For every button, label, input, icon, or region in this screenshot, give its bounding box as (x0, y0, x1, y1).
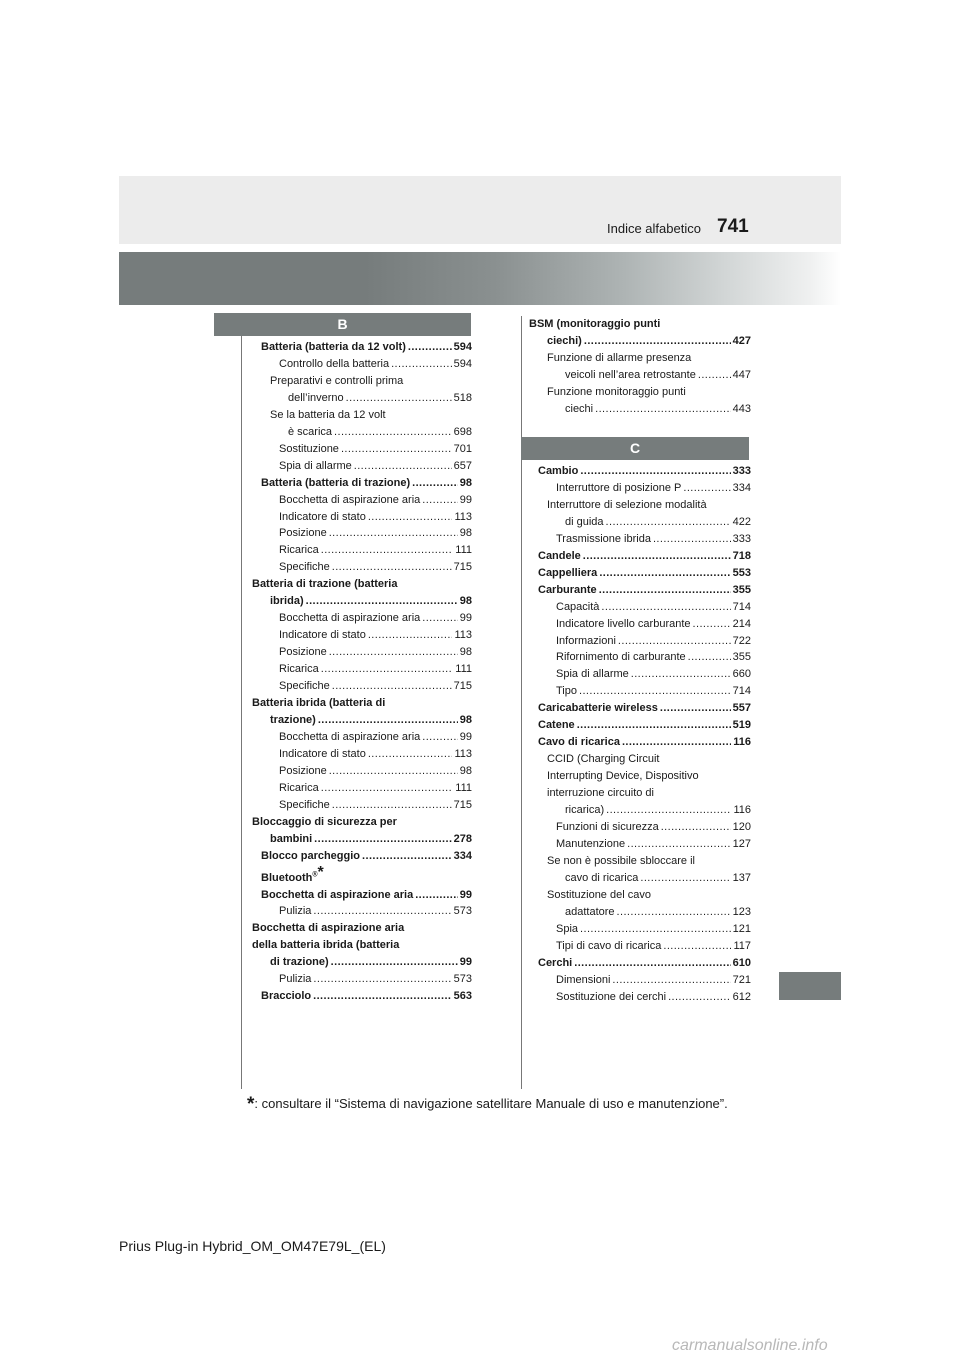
footnote-text: : consultare il “Sistema di navigazione satellitare Manuale di uso e manutenzione”. (254, 1096, 728, 1111)
leader-dots (391, 356, 452, 373)
index-entry-label: Cappelliera (538, 566, 598, 579)
index-entry (252, 729, 472, 746)
leader-dots (415, 887, 458, 904)
index-entry-label: dell’inverno (288, 391, 344, 404)
index-entry (252, 903, 472, 920)
leader-dots (606, 802, 731, 819)
index-entry (252, 746, 472, 763)
index-entry (529, 836, 751, 853)
leader-dots (663, 938, 731, 955)
leader-dots (583, 548, 731, 565)
index-entry-label: Cavo di ricarica (538, 736, 620, 749)
index-entry (252, 695, 472, 729)
leader-dots (618, 633, 731, 650)
index-entry-page: 113 (454, 747, 472, 760)
index-entry (252, 865, 472, 887)
index-entry-label: Posizione (279, 527, 327, 540)
index-entry-label: Specifiche (279, 798, 330, 811)
index-entry-page: 127 (732, 837, 751, 850)
index-entry (252, 441, 472, 458)
index-entry-label: Pulizia (279, 973, 312, 986)
index-entry-label: Interruttore di posizione P (556, 481, 682, 494)
index-entry-label: Ricarica (279, 663, 319, 676)
leader-dots (408, 339, 452, 356)
index-entry-label: Spia di allarme (556, 668, 629, 681)
leader-dots (334, 424, 452, 441)
index-entry-page: 120 (732, 821, 751, 834)
leader-dots (329, 763, 458, 780)
leader-dots (332, 678, 452, 695)
index-entry-label: Indicatore di stato (279, 510, 366, 523)
index-entry-heading: interruzione circuito di (547, 787, 654, 800)
index-entry-page: 714 (732, 600, 751, 613)
index-entry (529, 531, 751, 548)
index-entry-label: Sostituzione (279, 442, 339, 455)
index-entry-page: 553 (732, 566, 751, 579)
index-entry-label: Bracciolo (261, 990, 312, 1003)
index-entry-label: Indicatore livello carburante (556, 617, 691, 630)
leader-dots (640, 870, 730, 887)
index-entry (252, 763, 472, 780)
leader-dots (606, 514, 731, 531)
index-entry-label: Indicatore di stato (279, 629, 366, 642)
leader-dots (688, 649, 731, 666)
leader-dots (306, 593, 458, 610)
leader-dots (362, 848, 452, 865)
index-entry-page: 519 (732, 719, 751, 732)
index-entry (529, 350, 751, 384)
footer-model-code: Prius Plug-in Hybrid_OM_OM47E79L_(EL) (119, 1238, 386, 1254)
index-entry-label: Sostituzione dei cerchi (556, 990, 667, 1003)
index-entry (252, 971, 472, 988)
index-entry (529, 565, 751, 582)
leader-dots (422, 492, 458, 509)
index-entry-page: 333 (732, 532, 751, 545)
index-entry-page: 116 (733, 804, 751, 817)
index-entry (529, 989, 751, 1006)
index-entry-label: Specifiche (279, 561, 330, 574)
leader-dots (368, 746, 453, 763)
index-entry-page: 427 (732, 334, 751, 347)
index-entry-label: cavo di ricarica (565, 871, 639, 884)
index-entry-page: 718 (732, 549, 751, 562)
index-entry-label: Manutenzione (556, 837, 626, 850)
index-entry-page: 657 (453, 459, 472, 472)
index-entry-label: Pulizia (279, 905, 312, 918)
leader-dots (617, 904, 731, 921)
index-entry (252, 576, 472, 610)
leader-dots (627, 836, 731, 853)
index-entry-page: 447 (732, 368, 751, 381)
index-entry (529, 887, 751, 921)
leader-dots (321, 780, 454, 797)
index-entry (252, 988, 472, 1005)
leader-dots (579, 683, 731, 700)
index-entry-page: 98 (459, 713, 472, 726)
index-entry (252, 920, 472, 971)
index-entry-page: 123 (732, 905, 751, 918)
leader-dots (313, 988, 452, 1005)
leader-dots (354, 458, 452, 475)
index-entry (529, 649, 751, 666)
index-entry-page: 443 (732, 402, 751, 415)
leader-dots (599, 565, 730, 582)
leader-dots (683, 480, 730, 497)
index-entry-page: 355 (732, 583, 751, 596)
leader-dots (368, 627, 453, 644)
index-entry-page: 660 (732, 668, 751, 681)
leader-dots (332, 559, 452, 576)
index-entry-page: 99 (459, 888, 472, 901)
leader-dots (313, 971, 451, 988)
index-entry-label: di trazione) (270, 956, 329, 969)
index-entry-page: 111 (455, 663, 472, 676)
index-entry-heading: BSM (monitoraggio punti (529, 318, 661, 330)
index-entry (252, 610, 472, 627)
index-entry-label: ibrida) (270, 595, 304, 608)
index-entry (529, 316, 751, 350)
index-entry (252, 339, 472, 356)
index-entry-label: Trasmissione ibrida (556, 532, 651, 545)
index-entry (252, 780, 472, 797)
index-entry-page: 111 (455, 781, 472, 794)
index-entry (529, 938, 751, 955)
index-entry (252, 797, 472, 814)
index-entry (252, 814, 472, 848)
leader-dots (631, 666, 731, 683)
leader-dots (584, 333, 731, 350)
index-entry-label: ricarica) (565, 804, 605, 817)
index-entry (252, 644, 472, 661)
index-entry-label: Batteria (batteria di trazione) (261, 476, 411, 489)
index-entry-label: Funzioni di sicurezza (556, 821, 659, 834)
index-entry-label: Capacità (556, 600, 600, 613)
index-entry-label: Posizione (279, 646, 327, 659)
footnote-star: * (247, 1094, 255, 1115)
index-entry (529, 384, 751, 418)
index-entry-page: 715 (453, 680, 472, 693)
watermark: carmanualsonline.info (672, 1337, 828, 1354)
index-entry-page: 721 (732, 973, 751, 986)
index-entry (529, 972, 751, 989)
index-entry (529, 582, 751, 599)
index-entry (252, 661, 472, 678)
index-entry-label: Tipi di cavo di ricarica (556, 939, 662, 952)
index-entry-page: 573 (453, 905, 472, 918)
index-entry-heading: Batteria di trazione (batteria (252, 578, 398, 591)
leader-dots (622, 734, 731, 751)
leader-dots (580, 463, 730, 480)
index-entry-label: ciechi (565, 402, 594, 415)
index-entry-page: 98 (459, 764, 472, 777)
index-entry-label: Ricarica (279, 544, 319, 557)
index-entry-page: 334 (732, 481, 751, 494)
leader-dots (595, 401, 731, 418)
leader-dots (580, 921, 731, 938)
page-number: 741 (717, 216, 749, 237)
index-entry-heading: Se la batteria da 12 volt (270, 408, 386, 421)
leader-dots (329, 644, 458, 661)
index-entry-label: Spia (556, 922, 579, 935)
index-entry-label: Candele (538, 549, 581, 562)
index-entry-page: 573 (453, 973, 472, 986)
column-divider-left (241, 336, 242, 1089)
index-entry (252, 475, 472, 492)
leader-dots (599, 582, 731, 599)
index-entry-page: 422 (732, 515, 751, 528)
index-entry (529, 717, 751, 734)
index-entry-page: 518 (453, 391, 472, 404)
index-entry-page: 121 (732, 922, 751, 935)
index-entry-page: 610 (732, 956, 751, 969)
index-entry (252, 887, 472, 904)
index-entry (529, 955, 751, 972)
index-entry-heading: Funzione monitoraggio punti (547, 385, 686, 398)
index-entry (529, 548, 751, 565)
index-entry (529, 819, 751, 836)
index-entry-label: Batteria (batteria da 12 volt) (261, 341, 406, 353)
index-entry-label: bambini (270, 832, 313, 845)
index-entry-heading: CCID (Charging Circuit (547, 753, 660, 766)
leader-dots (653, 531, 731, 548)
index-entry-page: 715 (453, 561, 472, 574)
section-letter-b: B (214, 313, 471, 336)
leader-dots (422, 610, 458, 627)
index-entry (529, 921, 751, 938)
index-entry-page: 99 (459, 493, 472, 506)
index-entry-page: 214 (732, 617, 751, 630)
index-entry-label: Cambio (538, 465, 579, 477)
index-entry-label: veicoli nell’area retrostante (565, 368, 696, 381)
index-entry-label: Specifiche (279, 680, 330, 693)
index-entry-page: 98 (459, 527, 472, 540)
index-entry (529, 734, 751, 751)
index-entry (529, 633, 751, 650)
index-entry (252, 678, 472, 695)
index-entry-label: trazione) (270, 713, 316, 726)
index-entry-label: Indicatore di stato (279, 747, 366, 760)
index-entry (529, 616, 751, 633)
leader-dots (321, 661, 454, 678)
index-entry (529, 700, 751, 717)
index-entry-page: 594 (453, 341, 472, 353)
index-entry (252, 542, 472, 559)
index-entry-label: Bocchetta di aspirazione aria (279, 612, 421, 625)
leader-dots (313, 903, 451, 920)
index-column-right-c (529, 463, 751, 1006)
index-entry-page: 698 (453, 425, 472, 438)
leader-dots (346, 390, 452, 407)
index-entry-label: Bocchetta di aspirazione aria (279, 493, 421, 506)
index-entry-label: di guida (565, 515, 604, 528)
index-entry-heading: Se non è possibile sbloccare il (547, 854, 695, 867)
index-entry-label: Posizione (279, 764, 327, 777)
index-entry-label: è scarica (288, 425, 333, 438)
leader-dots (332, 797, 452, 814)
index-entry (252, 525, 472, 542)
leader-dots (612, 972, 730, 989)
index-entry-page: 99 (459, 956, 472, 969)
index-entry-label: Ricarica (279, 781, 319, 794)
section-letter-c: C (521, 437, 749, 460)
index-entry-label: Rifornimento di carburante (556, 651, 686, 664)
index-entry (252, 627, 472, 644)
index-entry (529, 497, 751, 531)
index-entry-page: 278 (453, 832, 472, 845)
index-entry-page: 117 (733, 939, 751, 952)
leader-dots (331, 954, 458, 971)
leader-dots (329, 525, 458, 542)
leader-dots (693, 616, 731, 633)
index-entry-page: 563 (453, 990, 472, 1003)
index-entry-page: 98 (459, 595, 472, 608)
index-entry-heading: Batteria ibrida (batteria di (252, 697, 386, 710)
leader-dots (574, 955, 730, 972)
leader-dots (341, 441, 452, 458)
index-entry-label: Dimensioni (556, 973, 611, 986)
index-entry-heading: della batteria ibrida (batteria (252, 939, 400, 952)
index-entry (252, 492, 472, 509)
index-entry-label: Tipo (556, 685, 577, 698)
index-entry (252, 848, 472, 865)
leader-dots (321, 542, 454, 559)
index-entry-label: Controllo della batteria (279, 357, 390, 370)
index-entry-label: Bluetooth®* (261, 863, 324, 884)
leader-dots (314, 831, 451, 848)
index-entry-page: 99 (459, 612, 472, 625)
index-column-right-b (529, 316, 751, 418)
index-entry-page: 137 (732, 871, 751, 884)
leader-dots (698, 367, 731, 384)
index-entry-page: 714 (732, 685, 751, 698)
index-entry (252, 373, 472, 407)
column-divider-middle (521, 316, 522, 1089)
index-entry-heading: Preparativi e controlli prima (270, 374, 404, 387)
page-title: Indice alfabetico (607, 221, 701, 236)
index-entry-heading: Bocchetta di aspirazione aria (252, 922, 405, 935)
index-entry-page: 98 (459, 646, 472, 659)
index-entry-page: 333 (732, 465, 751, 477)
index-entry-label: Carburante (538, 583, 597, 596)
chapter-side-tab (779, 972, 841, 1000)
index-entry-heading: Interrupting Device, Dispositivo (547, 770, 699, 783)
index-entry (252, 407, 472, 441)
leader-dots (577, 717, 731, 734)
index-entry-label: Bocchetta di aspirazione aria (279, 730, 421, 743)
index-entry-page: 715 (453, 798, 472, 811)
index-entry (529, 480, 751, 497)
index-entry-page: 334 (453, 849, 472, 862)
leader-dots (668, 989, 731, 1006)
index-entry-page: 113 (454, 510, 472, 523)
index-entry-label: adattatore (565, 905, 615, 918)
leader-dots (601, 599, 730, 616)
index-entry (529, 751, 751, 819)
index-entry-heading: Sostituzione del cavo (547, 888, 651, 901)
index-column-left (252, 339, 472, 1005)
leader-dots (368, 509, 453, 526)
index-entry (529, 853, 751, 887)
index-entry-page: 557 (732, 702, 751, 715)
index-entry-page: 722 (732, 634, 751, 647)
index-entry-page: 111 (455, 544, 472, 557)
index-entry-label: Caricabatterie wireless (538, 702, 658, 715)
index-entry (252, 458, 472, 475)
leader-dots (318, 712, 458, 729)
index-entry-page: 99 (459, 730, 472, 743)
index-entry-label: Blocco parcheggio (261, 849, 361, 862)
index-entry-label: Informazioni (556, 634, 616, 647)
index-entry-page: 355 (732, 651, 751, 664)
index-entry-label: Spia di allarme (279, 459, 352, 472)
index-entry-page: 113 (454, 629, 472, 642)
index-entry-page: 701 (453, 442, 472, 455)
leader-dots (661, 819, 731, 836)
index-entry-page: 612 (732, 990, 751, 1003)
index-entry-label: ciechi) (547, 334, 582, 347)
index-entry (529, 683, 751, 700)
footnote (247, 1094, 767, 1116)
leader-dots (660, 700, 731, 717)
index-entry-label: Cerchi (538, 956, 573, 969)
index-entry (252, 356, 472, 373)
leader-dots (422, 729, 458, 746)
index-entry-heading: Bloccaggio di sicurezza per (252, 815, 397, 828)
index-entry-label: Bocchetta di aspirazione aria (261, 888, 414, 901)
index-entry-label: Catene (538, 719, 575, 732)
index-entry (529, 463, 751, 480)
index-entry-page: 594 (453, 357, 472, 370)
index-entry (529, 599, 751, 616)
index-entry-page: 116 (733, 736, 751, 749)
index-entry-heading: Funzione di allarme presenza (547, 351, 692, 364)
index-entry (529, 666, 751, 683)
index-entry-heading: Interruttore di selezione modalità (547, 498, 707, 511)
index-entry-page: 98 (459, 476, 472, 489)
index-entry (252, 559, 472, 576)
leader-dots (412, 475, 458, 492)
index-entry (252, 509, 472, 526)
decorative-gradient-band (119, 252, 841, 305)
